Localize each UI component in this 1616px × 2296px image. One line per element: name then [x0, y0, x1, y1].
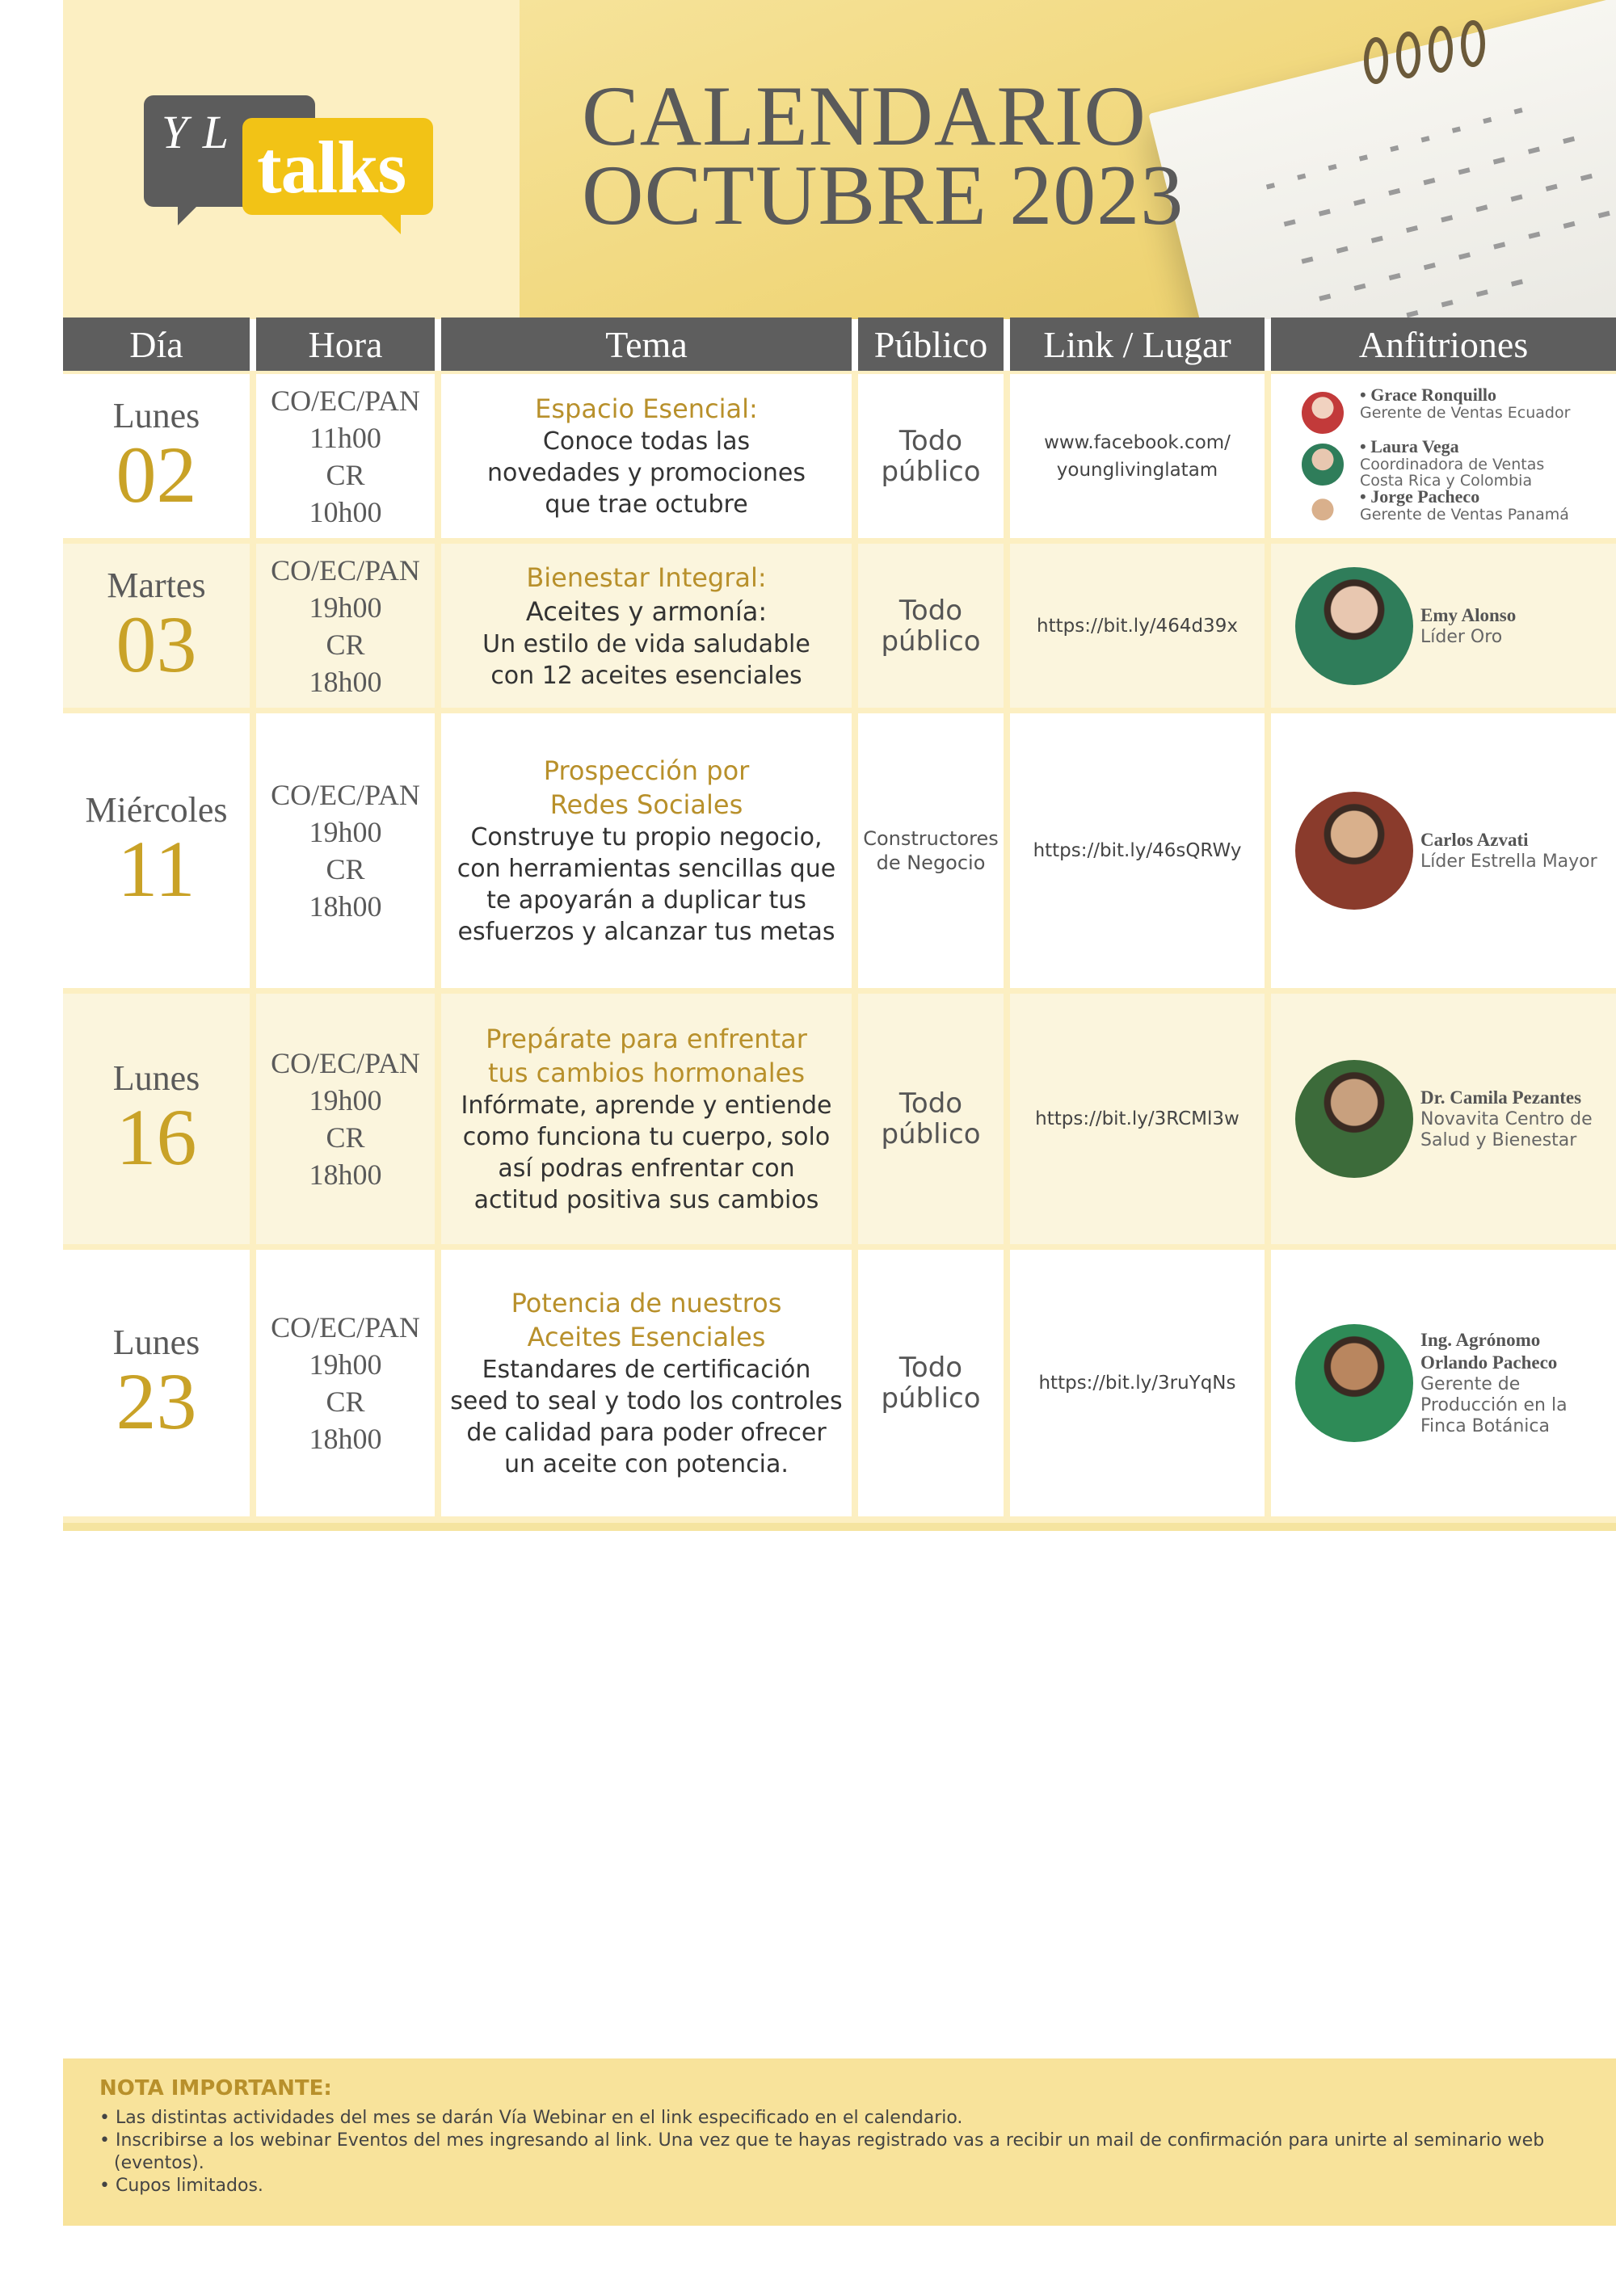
event-link-text[interactable]: https://bit.ly/46sQRWy — [1033, 840, 1242, 861]
day-name: Martes — [107, 565, 206, 605]
table-cell — [441, 374, 852, 538]
day-name: Lunes — [112, 1058, 200, 1098]
page-title — [582, 69, 1185, 242]
table-cell — [1010, 1250, 1265, 1516]
time-line: 11h00 — [309, 421, 381, 454]
topic-description: con 12 aceites esenciales — [490, 661, 802, 690]
column-header-link: Link / Lugar — [1010, 317, 1265, 371]
page-title-line2: OCTUBRE 2023 — [582, 148, 1185, 242]
host-name: • Grace Ronquillo — [1360, 385, 1497, 405]
time-line: CR — [326, 458, 365, 491]
host-avatar — [1295, 1060, 1413, 1178]
topic-description: de calidad para poder ofrecer — [466, 1419, 827, 1447]
host-avatar — [1300, 442, 1345, 487]
topic-description: Construye tu propio negocio, — [470, 823, 823, 852]
logo-mark: Y L — [162, 106, 231, 158]
time-line: CO/EC/PAN — [271, 1047, 420, 1079]
day-number: 23 — [116, 1356, 197, 1446]
time-line: 18h00 — [309, 665, 382, 698]
table-cell — [858, 713, 1004, 988]
topic-title: tus cambios hormonales — [487, 1058, 805, 1088]
host-role: Gerente de — [1420, 1374, 1521, 1394]
host-role: Costa Rica y Colombia — [1360, 472, 1533, 490]
column-header-tema: Tema — [441, 317, 852, 371]
table-cell — [441, 544, 852, 708]
host-avatar — [1295, 567, 1413, 685]
note-title: NOTA IMPORTANTE: — [99, 2076, 332, 2100]
topic-description: Infórmate, aprende y entiende — [461, 1091, 832, 1120]
day-number: 03 — [116, 599, 197, 689]
time-line: 19h00 — [309, 591, 382, 624]
time-line: 19h00 — [309, 1084, 382, 1116]
host-name: Dr. Camila Pezantes — [1420, 1087, 1582, 1108]
host-name: Orlando Pacheco — [1420, 1352, 1558, 1373]
host-info — [1420, 1087, 1593, 1151]
table-cell — [1010, 544, 1265, 708]
event-link[interactable] — [1035, 1105, 1239, 1133]
column-header-hora: Hora — [256, 317, 435, 371]
audience: público — [881, 624, 981, 658]
topic-description: te apoyarán a duplicar tus — [486, 886, 806, 915]
topic-description: así podras enfrentar con — [498, 1154, 795, 1183]
table-cell — [1271, 994, 1616, 1244]
yl-talks-logo — [144, 95, 435, 237]
host-name: Ing. Agrónomo — [1420, 1330, 1541, 1350]
topic-description: Conoce todas las — [542, 427, 751, 456]
time-line: CO/EC/PAN — [271, 1311, 420, 1344]
host-role: Líder Oro — [1420, 626, 1503, 647]
host-role: Gerente de Ventas Panamá — [1360, 506, 1569, 524]
logo-grey-tail — [178, 204, 199, 225]
column-header-anfitriones: Anfitriones — [1271, 317, 1616, 371]
host-avatar — [1295, 792, 1413, 910]
event-link-text[interactable]: https://bit.ly/3ruYqNs — [1038, 1373, 1236, 1394]
day-number: 16 — [116, 1092, 197, 1182]
host-role: Salud y Bienestar — [1420, 1130, 1577, 1150]
topic-description: Estandares de certificación — [482, 1356, 811, 1384]
event-link-text[interactable]: https://bit.ly/3RCMl3w — [1035, 1108, 1239, 1129]
host-avatar — [1300, 390, 1345, 435]
topic-description: un aceite con potencia. — [504, 1450, 789, 1478]
table-cell — [858, 374, 1004, 538]
table-cell — [63, 713, 250, 988]
topic-title: Espacio Esencial: — [535, 393, 758, 424]
host-info — [1420, 1329, 1568, 1437]
topic-title: Prepárate para enfrentar — [486, 1024, 807, 1054]
time-line: 18h00 — [309, 890, 382, 923]
note-item: • Cupos limitados. — [99, 2176, 263, 2196]
host-role: Novavita Centro de — [1420, 1109, 1593, 1129]
topic-description: actitud positiva sus cambios — [473, 1186, 819, 1214]
host-role: Finca Botánica — [1420, 1416, 1550, 1436]
day-number: 11 — [117, 824, 196, 914]
time-line: CR — [326, 1121, 365, 1154]
table-cell — [441, 994, 852, 1244]
topic-title: Prospección por — [543, 755, 750, 786]
time-line: CO/EC/PAN — [271, 553, 420, 587]
host-info — [1420, 829, 1597, 873]
day-name: Miércoles — [85, 790, 228, 830]
time-line: CO/EC/PAN — [271, 384, 420, 417]
table-cell — [63, 374, 250, 538]
event-link[interactable] — [1033, 837, 1242, 864]
time-line: 19h00 — [309, 816, 382, 848]
table-cell — [256, 994, 435, 1244]
table-cell — [256, 1250, 435, 1516]
audience: Todo — [898, 1087, 963, 1120]
logo-yellow-tail — [380, 213, 401, 234]
host-role: Producción en la — [1420, 1395, 1568, 1415]
event-link-text[interactable]: www.facebook.com/ — [1044, 431, 1231, 453]
event-link-text[interactable]: younglivinglatam — [1056, 459, 1218, 481]
important-note — [63, 2058, 1616, 2226]
table-bottom-line — [63, 1523, 1616, 1531]
audience: Constructores — [863, 827, 999, 850]
audience: de Negocio — [876, 852, 986, 874]
table-cell — [1010, 994, 1265, 1244]
time-line: 18h00 — [309, 1423, 382, 1455]
table-cell — [1271, 544, 1616, 708]
time-line: CR — [326, 628, 365, 661]
topic-description: Un estilo de vida saludable — [482, 629, 810, 658]
table-cell — [63, 544, 250, 708]
table-cell — [1271, 713, 1616, 988]
topic-description: esfuerzos y alcanzar tus metas — [457, 918, 835, 946]
topic-description: como funciona tu cuerpo, solo — [462, 1123, 831, 1151]
topic-title: Aceites Esenciales — [527, 1322, 766, 1352]
event-link[interactable] — [1037, 612, 1238, 640]
topic-description: con herramientas sencillas que — [457, 855, 836, 883]
table-cell — [256, 713, 435, 988]
topic-title: Bienestar Integral: — [526, 561, 767, 593]
topic-subtitle: Aceites y armonía: — [525, 595, 768, 627]
time-line: CR — [326, 1386, 365, 1418]
audience: Todo — [898, 424, 963, 457]
note-list — [99, 2107, 1578, 2197]
table-cell — [63, 994, 250, 1244]
day-name: Lunes — [112, 1323, 200, 1362]
event-link[interactable] — [1038, 1369, 1235, 1397]
topic-title: Redes Sociales — [549, 789, 743, 820]
table-cell — [1271, 1250, 1616, 1516]
host-info — [1420, 604, 1516, 648]
event-link-text[interactable]: https://bit.ly/464d39x — [1037, 615, 1238, 637]
audience: Todo — [898, 1352, 963, 1384]
host-name: Carlos Azvati — [1420, 830, 1529, 850]
table-cell — [1010, 713, 1265, 988]
topic-title: Potencia de nuestros — [511, 1288, 782, 1318]
topic-description: que trae octubre — [545, 490, 748, 519]
table-cell — [256, 544, 435, 708]
table-cell — [1010, 374, 1265, 538]
table-cell — [441, 713, 852, 988]
table-cell — [441, 1250, 852, 1516]
table-cell — [858, 994, 1004, 1244]
time-line: 18h00 — [309, 1159, 382, 1191]
time-line: 19h00 — [309, 1348, 382, 1381]
host-role: Gerente de Ventas Ecuador — [1360, 404, 1571, 422]
host-name: Emy Alonso — [1420, 604, 1517, 625]
table-cell — [858, 1250, 1004, 1516]
note-item: • Inscribirse a los webinar Eventos del mes ingresando al link. Una vez que te hayas registrado vas a recibir un mail de confirmación para unirte al seminario web (eventos). — [99, 2130, 1545, 2173]
time-line: CR — [326, 853, 365, 885]
day-name: Lunes — [112, 395, 200, 435]
host-avatar — [1300, 492, 1345, 537]
note-item: • Las distintas actividades del mes se darán Vía Webinar en el link especificado en el calendario. — [99, 2108, 963, 2128]
table-cell — [63, 1250, 250, 1516]
host-role: Líder Estrella Mayor — [1420, 852, 1597, 872]
page-title-line1: CALENDARIO — [582, 69, 1147, 163]
day-number: 02 — [116, 429, 197, 519]
table-cell — [1271, 374, 1616, 538]
logo-word: talks — [257, 126, 406, 208]
table-cell — [858, 544, 1004, 708]
time-line: 10h00 — [309, 495, 382, 528]
host-avatar — [1295, 1324, 1413, 1442]
audience: público — [881, 1118, 981, 1150]
topic-description: seed to seal y todo los controles — [450, 1387, 843, 1415]
host-role: Coordinadora de Ventas — [1360, 456, 1545, 473]
calendar-rings-icon — [1328, 16, 1570, 89]
event-link[interactable] — [1044, 429, 1231, 484]
host-name: • Laura Vega — [1360, 436, 1459, 456]
audience: público — [881, 1382, 981, 1415]
audience: público — [881, 455, 981, 488]
table-cell — [256, 374, 435, 538]
column-header-publico: Público — [858, 317, 1004, 371]
audience: Todo — [898, 594, 963, 627]
time-line: CO/EC/PAN — [271, 779, 420, 811]
topic-description: novedades y promociones — [487, 459, 806, 487]
host-name: • Jorge Pacheco — [1360, 486, 1480, 507]
column-header-dia: Día — [63, 317, 250, 371]
